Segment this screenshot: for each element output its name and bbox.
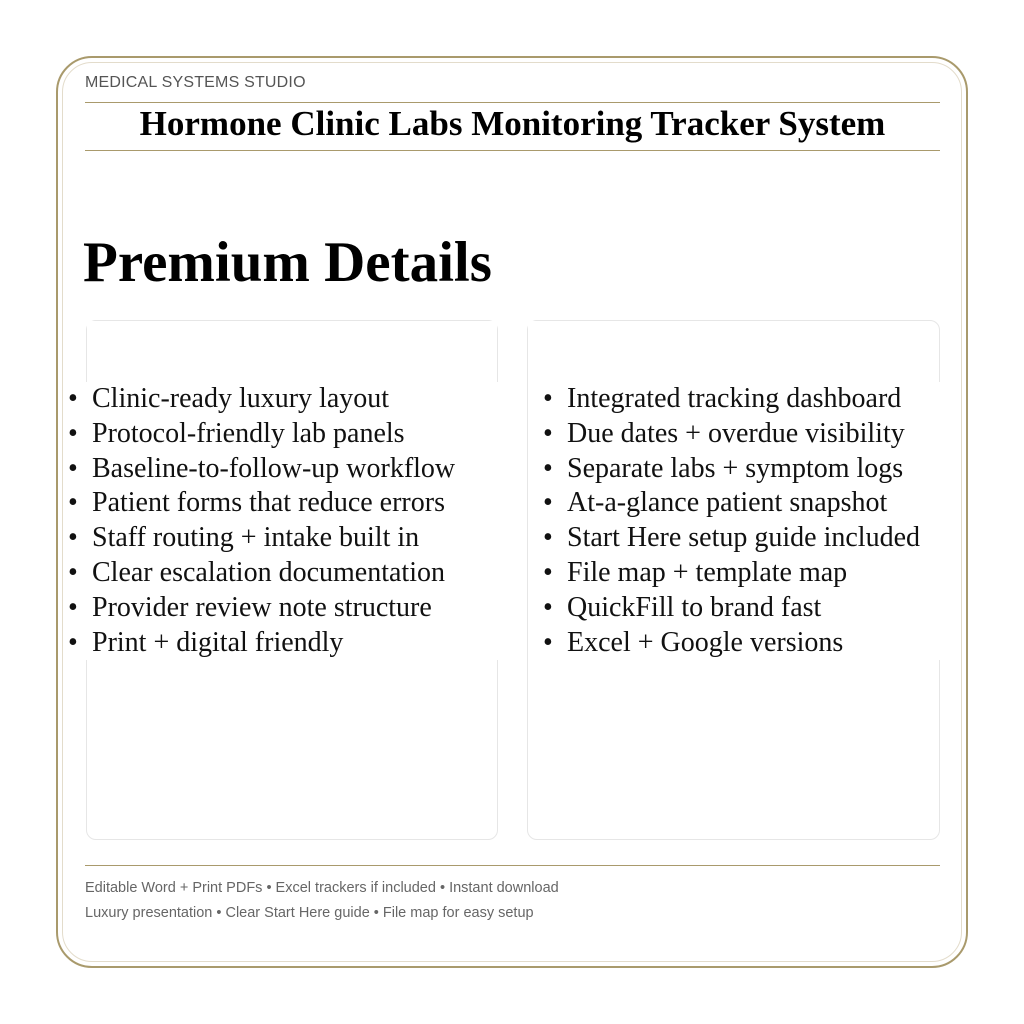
section-heading: Premium Details bbox=[83, 231, 492, 294]
studio-label: MEDICAL SYSTEMS STUDIO bbox=[85, 74, 306, 91]
list-item bbox=[541, 626, 961, 661]
bullet-icon: • bbox=[543, 591, 553, 623]
bullet-icon: • bbox=[543, 487, 553, 519]
footer-rule bbox=[85, 865, 940, 866]
list-item bbox=[541, 382, 961, 417]
footer-line-2: Luxury presentation • Clear Start Here guide • File map for easy setup bbox=[85, 905, 534, 921]
list-item bbox=[66, 452, 506, 487]
list-item bbox=[541, 521, 961, 556]
list-item-text: Integrated tracking dashboard bbox=[567, 383, 902, 414]
list-item-text: Protocol-friendly lab panels bbox=[92, 417, 405, 449]
list-item-text: Separate labs + symptom logs bbox=[567, 452, 904, 484]
bullet-icon: • bbox=[543, 556, 553, 588]
bullet-icon: • bbox=[68, 626, 78, 658]
footer-line-1: Editable Word + Print PDFs • Excel trackers if included • Instant download bbox=[85, 880, 559, 896]
list-item-text: Provider review note structure bbox=[92, 591, 432, 623]
title-bottom-rule bbox=[85, 150, 940, 151]
bullet-icon: • bbox=[68, 487, 78, 519]
list-item-text: Clear escalation documentation bbox=[92, 556, 445, 588]
bullet-icon: • bbox=[68, 417, 78, 449]
list-item bbox=[541, 556, 961, 591]
bullet-icon: • bbox=[543, 626, 553, 658]
bullet-icon: • bbox=[543, 417, 553, 449]
list-item bbox=[66, 521, 506, 556]
page-title: Hormone Clinic Labs Monitoring Tracker System bbox=[139, 104, 886, 143]
list-item bbox=[66, 382, 506, 417]
bullet-icon: • bbox=[543, 383, 553, 414]
bullet-icon: • bbox=[68, 591, 78, 623]
list-item-text: Staff routing + intake built in bbox=[92, 522, 420, 554]
right-feature-list bbox=[541, 382, 961, 660]
list-item bbox=[66, 626, 506, 661]
left-feature-list bbox=[66, 382, 506, 660]
title-top-rule bbox=[85, 102, 940, 103]
list-item-text: File map + template map bbox=[567, 556, 848, 588]
list-item-text: QuickFill to brand fast bbox=[567, 591, 822, 623]
list-item bbox=[541, 486, 961, 521]
list-item bbox=[66, 486, 506, 521]
bullet-icon: • bbox=[68, 556, 78, 588]
bullet-icon: • bbox=[543, 452, 553, 484]
right-card-mask bbox=[528, 321, 608, 341]
bullet-icon: • bbox=[68, 383, 78, 414]
list-item bbox=[541, 417, 961, 452]
list-item-text: Clinic-ready luxury layout bbox=[92, 383, 390, 414]
list-item-text: At-a-glance patient snapshot bbox=[567, 487, 888, 519]
list-item bbox=[66, 591, 506, 626]
bullet-icon: • bbox=[68, 522, 78, 554]
bullet-icon: • bbox=[543, 522, 553, 554]
list-item-text: Due dates + overdue visibility bbox=[567, 417, 905, 449]
bullet-icon: • bbox=[68, 452, 78, 484]
list-item bbox=[541, 591, 961, 626]
list-item-text: Print + digital friendly bbox=[92, 626, 344, 658]
list-item bbox=[66, 417, 506, 452]
list-item bbox=[541, 452, 961, 487]
list-item-text: Baseline-to-follow-up workflow bbox=[92, 452, 456, 484]
list-item-text: Start Here setup guide included bbox=[567, 522, 921, 554]
left-card-mask bbox=[87, 321, 497, 341]
list-item-text: Excel + Google versions bbox=[567, 626, 844, 658]
list-item bbox=[66, 556, 506, 591]
list-item-text: Patient forms that reduce errors bbox=[92, 487, 445, 519]
